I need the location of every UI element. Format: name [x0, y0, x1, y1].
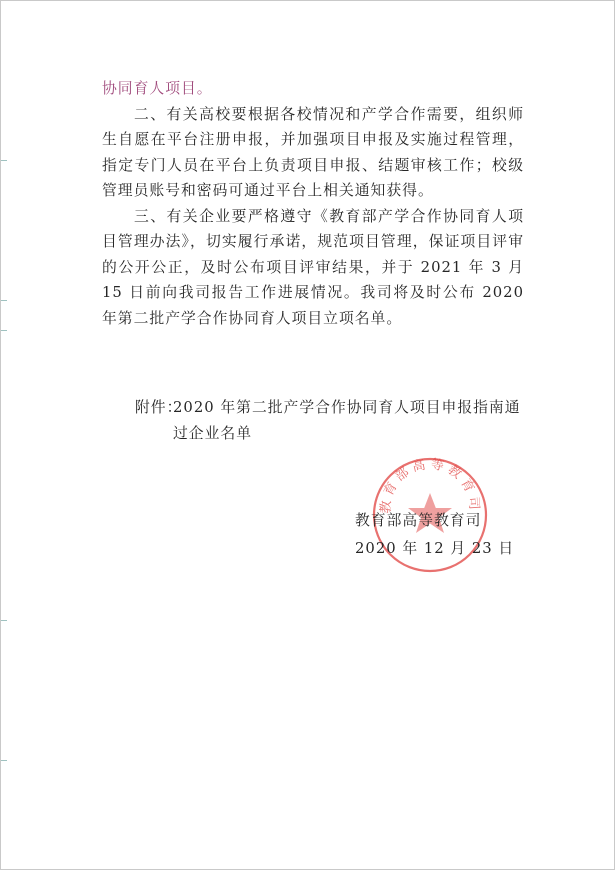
attachment-title-line2: 过企业名单 [173, 425, 252, 442]
attachment-title-line1: 2020 年第二批产学合作协同育人项目申报指南通 [173, 399, 521, 416]
issuer-name: 教育部高等教育司 [355, 512, 482, 529]
edge-mark [1, 330, 7, 331]
attachment-label: 附件： [135, 399, 183, 416]
edge-mark [1, 160, 7, 161]
attachment-block [135, 395, 530, 447]
seal-text: 教育部高等教育司 [378, 456, 482, 515]
signature-block [355, 507, 514, 563]
edge-mark [1, 760, 7, 761]
edge-mark [1, 300, 7, 301]
attachment-title [173, 395, 530, 447]
continuation-line: 协同育人项目。 [102, 80, 213, 97]
issue-date: 2020 年 12 月 23 日 [355, 540, 515, 557]
document-body [102, 76, 524, 331]
edge-mark [1, 620, 7, 621]
paragraph-universities: 二、有关高校要根据各校情况和产学合作需要，组织师生自愿在平台注册申报，并加强项目申报及实施过程管理，指定专门人员在平台上负责项目申报、结题审核工作；校级管理员账号和密码可通过平台上相关通知获得。 [102, 105, 524, 199]
paragraph-enterprises: 三、有关企业要严格遵守《教育部产学合作协同育人项目管理办法》，切实履行承诺，规范项目管理，保证项目评审的公开公正，及时公布项目评审结果，并于 2021 年 3 月 15 日前向我司报告工作进展情况。我司将及时公布 2020 年第二批产学合作协同育人项目立项名单。 [102, 207, 524, 327]
